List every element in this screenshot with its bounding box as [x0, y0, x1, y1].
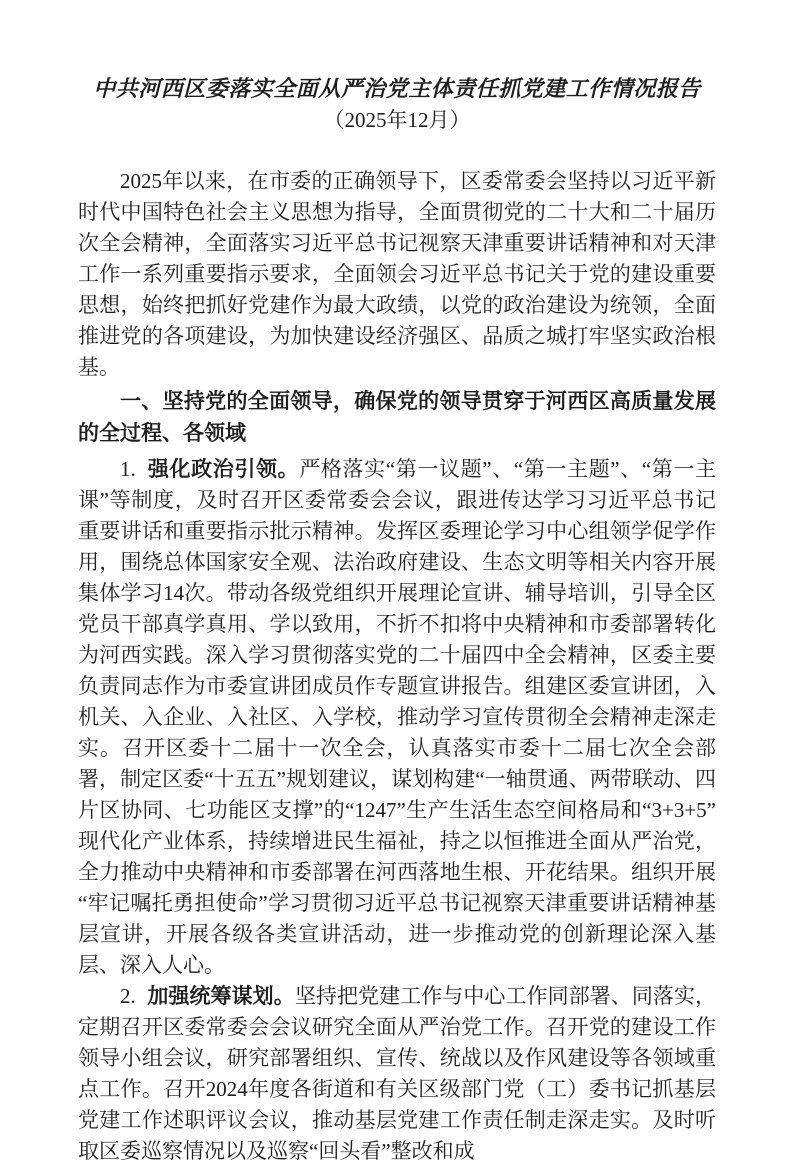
numbered-paragraph-1	[78, 454, 716, 981]
document-title: 中共河西区委落实全面从严治党主体责任抓党建工作情况报告	[93, 76, 701, 101]
document-body	[78, 166, 716, 1167]
item-1-lead: 强化政治引领。	[147, 457, 300, 481]
item-2-body: 坚持把党建工作与中心工作同部署、同落实，定期召开区委常委会会议研究全面从严治党工作。召开党的建设工作领导小组会议，研究部署组织、宣传、统战以及作风建设等各领域重点工作。召开2024年度各街道和有关区级部门党（工）委书记抓基层党建工作述职评议会议，推动基层党建工作责任制走深走实。及时听取区委巡察情况以及巡察“回头看”整改和成	[78, 984, 717, 1163]
item-1-body: 严格落实“第一议题”、“第一主题”、“第一主课”等制度，及时召开区委常委会会议，跟进传达学习习近平总书记重要讲话和重要指示批示精神。发挥区委理论学习中心组领学促学作用，围绕总体国家安全观、法治政府建设、生态文明等相关内容开展集体学习14次。带动各级党组织开展理论宣讲、辅导培训，引导全区党员干部真学真用、学以致用，不折不扣将中央精神和市委部署转化为河西实践。深入学习贯彻落实党的二十届四中全会精神，区委主要负责同志作为市委宣讲团成员作专题宣讲报告。组建区委宣讲团，入机关、入企业、入社区、入学校，推动学习宣传贯彻全会精神走深走实。召开区委十二届十一次全会，认真落实市委十二届七次全会部署，制定区委“十五五”规划建议，谋划构建“一轴贯通、两带联动、四片区协同、七功能区支撑”的“1247”生产生活生态空间格局和“3+3+5”现代化产业体系，持续增进民生福祉，持之以恒推进全面从严治党，全力推动中央精神和市委部署在河西落地生根、开花结果。组织开展“牢记嘱托勇担使命”学习贯彻习近平总书记视察天津重要讲话精神基层宣讲，开展各级各类宣讲活动，进一步推动党的创新理论深入基层、深入人心。	[78, 457, 717, 977]
numbered-paragraph-2	[78, 981, 716, 1167]
item-1-number: 1.	[120, 457, 136, 481]
document-subtitle: （2025年12月）	[323, 108, 471, 132]
section-1-heading: 一、坚持党的全面领导，确保党的领导贯穿于河西区高质量发展的全过程、各领域	[78, 390, 716, 445]
item-2-lead: 加强统筹谋划。	[147, 984, 295, 1008]
intro-paragraph: 2025年以来，在市委的正确领导下，区委常委会坚持以习近平新时代中国特色社会主义思想为指导，全面贯彻党的二十大和二十届历次全会精神，全面落实习近平总书记视察天津重要讲话精神和对天津工作一系列重要指示要求，全面领会习近平总书记关于党的建设重要思想，始终把抓好党建作为最大政绩，以党的政治建设为统领，全面推进党的各项建设，为加快建设经济强区、品质之城打牢坚实政治根基。	[78, 169, 716, 379]
item-2-number: 2.	[120, 984, 136, 1008]
